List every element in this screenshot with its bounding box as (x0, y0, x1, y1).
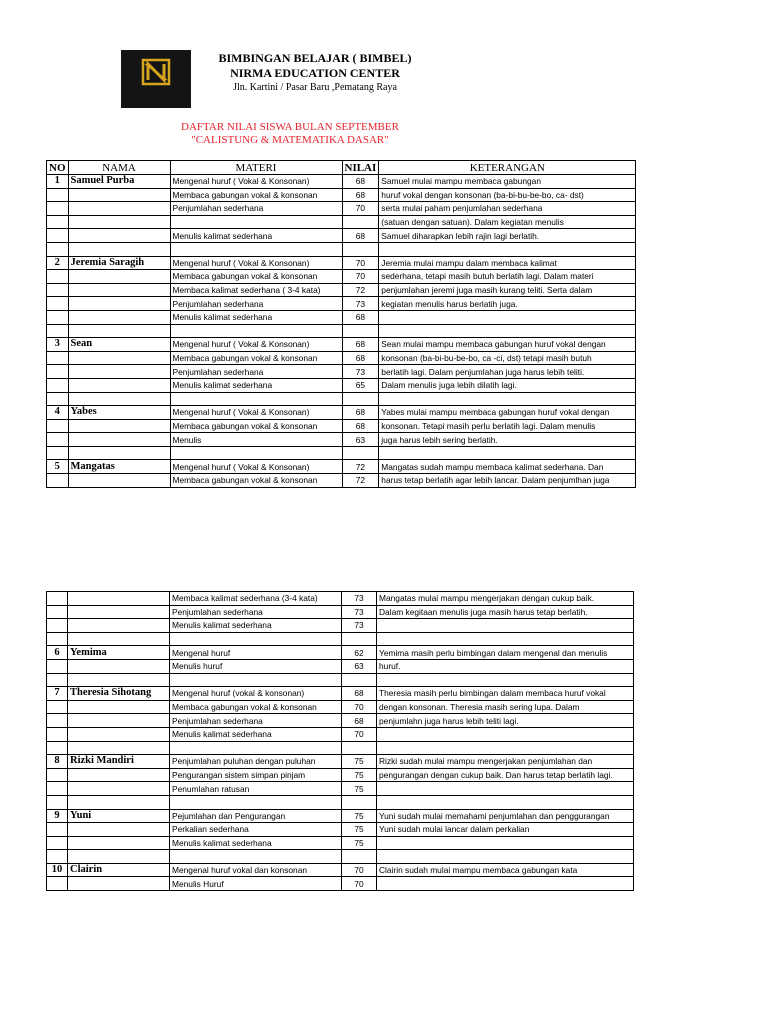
cell-no (47, 283, 69, 297)
cell-nama (68, 283, 170, 297)
cell-nama (68, 202, 170, 216)
cell-nama: Theresia Sihotang (68, 687, 170, 701)
cell-materi: Membaca kalimat sederhana ( 3-4 kata) (170, 283, 342, 297)
cell-no (47, 659, 68, 673)
cell-nilai (342, 632, 377, 646)
table-row (47, 782, 634, 796)
cell-materi: Membaca gabungan vokal & konsonan (170, 419, 342, 433)
cell-nilai: 70 (342, 877, 377, 891)
cell-nilai: 75 (342, 782, 377, 796)
table-row (47, 700, 634, 714)
cell-no (47, 877, 68, 891)
cell-materi: Mengenal huruf ( Vokal & Konsonan) (170, 406, 342, 420)
cell-materi (170, 242, 342, 256)
cell-no (47, 714, 68, 728)
cell-no (47, 619, 68, 633)
cell-nilai: 68 (342, 175, 379, 189)
col-header-nilai: NILAI (342, 161, 379, 175)
table-row (47, 324, 636, 338)
cell-nilai: 70 (342, 270, 379, 284)
cell-no (47, 202, 69, 216)
cell-materi: Penjumlahan sederhana (170, 605, 342, 619)
cell-materi (170, 324, 342, 338)
cell-no: 3 (47, 338, 69, 352)
cell-no (47, 474, 69, 488)
cell-keterangan (379, 310, 636, 324)
cell-nilai: 63 (342, 659, 377, 673)
cell-materi: Menulis kalimat sederhana (170, 378, 342, 392)
cell-materi: Membaca gabungan vokal & konsonan (170, 188, 342, 202)
table-row (47, 229, 636, 243)
cell-nilai: 70 (342, 700, 377, 714)
cell-no (47, 365, 69, 379)
cell-materi: Membaca kalimat sederhana (3-4 kata) (170, 592, 342, 606)
table-row (47, 727, 634, 741)
cell-materi: Mengenal huruf ( Vokal & Konsonan) (170, 256, 342, 270)
cell-no: 7 (47, 687, 68, 701)
cell-materi: Membaca gabungan vokal & konsonan (170, 351, 342, 365)
cell-nama (68, 270, 170, 284)
cell-no (47, 242, 69, 256)
cell-nama (68, 474, 170, 488)
cell-no (47, 741, 68, 755)
cell-nama (68, 605, 170, 619)
header-line-1: BIMBINGAN BELAJAR ( BIMBEL) (218, 51, 412, 65)
cell-materi: Penjumlahan sederhana (170, 297, 342, 311)
grades-table-page-2 (46, 591, 634, 891)
nirma-logo-icon (121, 50, 191, 108)
cell-no (47, 727, 68, 741)
cell-keterangan: Mangatas sudah mampu membaca kalimat sederhana. Dan (379, 460, 636, 474)
cell-nama: Yabes (68, 406, 170, 420)
cell-materi: Membaca gabungan vokal & konsonan (170, 474, 342, 488)
table-row (47, 741, 634, 755)
cell-keterangan (377, 727, 634, 741)
cell-materi: Pejumlahan dan Pengurangan (170, 809, 342, 823)
cell-nama (68, 727, 170, 741)
cell-keterangan: Yuni sudah mulai memahami penjumlahan dan penggurangan (377, 809, 634, 823)
cell-nama (68, 877, 170, 891)
cell-materi: Penjumlahan sederhana (170, 365, 342, 379)
cell-nama (68, 795, 170, 809)
cell-nama (68, 592, 170, 606)
cell-nilai: 70 (342, 202, 379, 216)
cell-nama (68, 242, 170, 256)
cell-nilai (342, 741, 377, 755)
cell-no: 5 (47, 460, 69, 474)
cell-materi: Menulis huruf (170, 659, 342, 673)
cell-no (47, 782, 68, 796)
cell-no (47, 215, 69, 229)
cell-no (47, 433, 69, 447)
cell-nilai: 73 (342, 365, 379, 379)
cell-no (47, 795, 68, 809)
header-line-2: NIRMA EDUCATION CENTER (230, 66, 400, 80)
cell-no (47, 605, 68, 619)
cell-nama (68, 823, 170, 837)
table-row (47, 242, 636, 256)
cell-nilai: 65 (342, 378, 379, 392)
table-row (47, 836, 634, 850)
cell-nama (68, 365, 170, 379)
cell-keterangan (377, 877, 634, 891)
cell-materi: Penjumlahan sederhana (170, 714, 342, 728)
cell-no (47, 310, 69, 324)
cell-nilai: 63 (342, 433, 379, 447)
cell-nama (68, 632, 170, 646)
cell-nama (68, 446, 170, 460)
cell-no (47, 823, 68, 837)
cell-no: 1 (47, 175, 69, 189)
table-row (47, 863, 634, 877)
cell-nama (68, 310, 170, 324)
cell-materi: Membaca gabungan vokal & konsonan (170, 700, 342, 714)
cell-materi (170, 632, 342, 646)
cell-no (47, 229, 69, 243)
table-row (47, 310, 636, 324)
cell-nilai (342, 324, 379, 338)
cell-materi (170, 446, 342, 460)
cell-no (47, 270, 69, 284)
cell-nama (68, 700, 170, 714)
cell-nama (68, 741, 170, 755)
cell-keterangan: juga harus lebih sering berlatih. (379, 433, 636, 447)
table-row (47, 283, 636, 297)
table-header-row (47, 161, 636, 175)
table-row (47, 877, 634, 891)
col-header-keterangan: KETERANGAN (379, 161, 636, 175)
cell-keterangan: huruf. (377, 659, 634, 673)
cell-nilai: 70 (342, 727, 377, 741)
table-row (47, 365, 636, 379)
cell-keterangan: sederhana, tetapi masih butuh berlatih lagi. Dalam materi (379, 270, 636, 284)
col-header-no: NO (47, 161, 69, 175)
cell-nilai: 68 (342, 351, 379, 365)
table-row (47, 351, 636, 365)
cell-materi (170, 392, 342, 406)
table-row (47, 823, 634, 837)
cell-nilai: 62 (342, 646, 377, 660)
cell-keterangan: Dalam menulis juga lebih dilatih lagi. (379, 378, 636, 392)
cell-nilai: 75 (342, 823, 377, 837)
cell-nama (68, 324, 170, 338)
cell-nama (68, 782, 170, 796)
cell-materi: Mengenal huruf ( Vokal & Konsonan) (170, 175, 342, 189)
table-row (47, 188, 636, 202)
cell-nilai (342, 795, 377, 809)
cell-materi: Mengenal huruf ( Vokal & Konsonan) (170, 338, 342, 352)
table-row (47, 795, 634, 809)
cell-no: 10 (47, 863, 68, 877)
cell-no (47, 632, 68, 646)
cell-nilai: 75 (342, 836, 377, 850)
cell-nilai: 73 (342, 592, 377, 606)
cell-keterangan (377, 632, 634, 646)
cell-no (47, 378, 69, 392)
table-row (47, 378, 636, 392)
table-row (47, 755, 634, 769)
cell-keterangan (377, 741, 634, 755)
cell-no (47, 351, 69, 365)
cell-no (47, 324, 69, 338)
cell-nama (68, 392, 170, 406)
cell-nilai: 70 (342, 863, 377, 877)
cell-no (47, 446, 69, 460)
cell-no (47, 673, 68, 687)
cell-keterangan: pengurangan dengan cukup baik. Dan harus tetap berlatih lagi. (377, 768, 634, 782)
cell-nilai (342, 242, 379, 256)
cell-keterangan: Jeremia mulai mampu dalam membaca kalimat (379, 256, 636, 270)
cell-nilai: 73 (342, 619, 377, 633)
cell-nilai (342, 850, 377, 864)
table-row (47, 406, 636, 420)
cell-keterangan: Samuel diharapkan lebih rajin lagi berlatih. (379, 229, 636, 243)
table-row (47, 433, 636, 447)
table-row (47, 256, 636, 270)
cell-keterangan: Yuni sudah mulai lancar dalam perkalian (377, 823, 634, 837)
cell-nama (68, 714, 170, 728)
cell-keterangan: Dalam kegitaan menulis juga masih harus tetap berlatih. (377, 605, 634, 619)
cell-keterangan: (satuan dengan satuan). Dalam kegiatan menulis (379, 215, 636, 229)
cell-materi: Membaca gabungan vokal & konsonan (170, 270, 342, 284)
cell-materi: Menulis Huruf (170, 877, 342, 891)
table-row (47, 392, 636, 406)
table-row (47, 673, 634, 687)
table-row (47, 850, 634, 864)
cell-keterangan: dengan konsonan. Theresia masih sering lupa. Dalam (377, 700, 634, 714)
grades-table-page-1 (46, 160, 636, 488)
cell-nilai: 75 (342, 809, 377, 823)
cell-nama (68, 850, 170, 864)
cell-no (47, 700, 68, 714)
cell-keterangan: berlatih lagi. Dalam penjumlahan juga harus lebih teliti. (379, 365, 636, 379)
cell-no (47, 836, 68, 850)
cell-materi: Penjumlahan sederhana (170, 202, 342, 216)
cell-keterangan (379, 392, 636, 406)
cell-no: 4 (47, 406, 69, 420)
cell-keterangan (377, 673, 634, 687)
cell-nama (68, 229, 170, 243)
cell-materi: Menulis kalimat sederhana (170, 727, 342, 741)
cell-keterangan: Yabes mulai mampu membaca gabungan huruf vokal dengan (379, 406, 636, 420)
col-header-materi: MATERI (170, 161, 342, 175)
cell-keterangan: Yemima masih perlu bimbingan dalam mengenal dan menulis (377, 646, 634, 660)
cell-nama: Rizki Mandiri (68, 755, 170, 769)
cell-keterangan (377, 795, 634, 809)
cell-materi: Mengenal huruf (vokal & konsonan) (170, 687, 342, 701)
table-row (47, 215, 636, 229)
cell-no (47, 850, 68, 864)
cell-materi: Menulis kalimat sederhana (170, 310, 342, 324)
cell-nilai: 73 (342, 605, 377, 619)
cell-keterangan: konsonan. Tetapi masih perlu berlatih lagi. Dalam menulis (379, 419, 636, 433)
cell-no (47, 392, 69, 406)
cell-materi: Menulis kalimat sederhana (170, 619, 342, 633)
cell-materi: Menulis (170, 433, 342, 447)
cell-nama: Jeremia Saragih (68, 256, 170, 270)
cell-nama (68, 378, 170, 392)
cell-nama (68, 351, 170, 365)
cell-no (47, 419, 69, 433)
cell-nama (68, 619, 170, 633)
cell-materi: Menulis kalimat sederhana (170, 836, 342, 850)
report-title: DAFTAR NILAI SISWA BULAN SEPTEMBER (181, 121, 399, 133)
cell-nilai: 73 (342, 297, 379, 311)
cell-keterangan: penjumlahan jeremi juga masih kurang teliti. Serta dalam (379, 283, 636, 297)
table-row (47, 768, 634, 782)
cell-nilai: 72 (342, 474, 379, 488)
cell-nilai: 68 (342, 419, 379, 433)
cell-nama: Yuni (68, 809, 170, 823)
cell-nilai: 68 (342, 687, 377, 701)
report-subtitle: "CALISTUNG & MATEMATIKA DASAR" (191, 134, 389, 146)
table-row (47, 446, 636, 460)
cell-materi: Mengenal huruf ( Vokal & Konsonan) (170, 460, 342, 474)
cell-nama (68, 188, 170, 202)
cell-materi: Pengurangan sistem simpan pinjam (170, 768, 342, 782)
cell-nama (68, 673, 170, 687)
table-row (47, 714, 634, 728)
cell-no (47, 592, 68, 606)
cell-keterangan (377, 619, 634, 633)
cell-no (47, 297, 69, 311)
cell-keterangan: konsonan (ba-bi-bu-be-bo, ca -ci, dst) tetapi masih butuh (379, 351, 636, 365)
table-row (47, 297, 636, 311)
nirma-logo (121, 50, 191, 108)
cell-materi: Perkalian sederhana (170, 823, 342, 837)
cell-nama (68, 768, 170, 782)
cell-nama (68, 419, 170, 433)
cell-nama (68, 297, 170, 311)
cell-keterangan: Sean mulai mampu membaca gabungan huruf vokal dengan (379, 338, 636, 352)
cell-nilai: 72 (342, 460, 379, 474)
cell-nama (68, 433, 170, 447)
cell-nilai: 75 (342, 755, 377, 769)
table-row (47, 632, 634, 646)
cell-no: 8 (47, 755, 68, 769)
cell-nilai: 68 (342, 406, 379, 420)
table-row (47, 619, 634, 633)
cell-materi: Mengenal huruf vokal dan konsonan (170, 863, 342, 877)
cell-no: 9 (47, 809, 68, 823)
cell-keterangan (377, 850, 634, 864)
cell-nama: Yemima (68, 646, 170, 660)
cell-nama (68, 836, 170, 850)
cell-keterangan: harus tetap berlatih agar lebih lancar. Dalam penjumlhan juga (379, 474, 636, 488)
cell-keterangan: huruf vokal dengan konsonan (ba-bi-bu-be-bo, ca- dst) (379, 188, 636, 202)
cell-nilai: 68 (342, 714, 377, 728)
table-row (47, 646, 634, 660)
cell-materi: Penumlahan ratusan (170, 782, 342, 796)
table-row (47, 687, 634, 701)
table-row (47, 460, 636, 474)
cell-nilai (342, 673, 377, 687)
cell-nilai: 68 (342, 310, 379, 324)
cell-no: 2 (47, 256, 69, 270)
cell-materi (170, 795, 342, 809)
cell-nilai: 75 (342, 768, 377, 782)
cell-nilai: 68 (342, 188, 379, 202)
cell-materi (170, 673, 342, 687)
cell-keterangan (379, 242, 636, 256)
header-address: Jln. Kartini / Pasar Baru ,Pematang Raya (233, 82, 397, 93)
table-row (47, 270, 636, 284)
cell-keterangan: Clairin sudah mulai mampu membaca gabungan kata (377, 863, 634, 877)
cell-keterangan: Theresia masih perlu bimbingan dalam membaca huruf vokal (377, 687, 634, 701)
cell-nilai: 72 (342, 283, 379, 297)
cell-nilai (342, 446, 379, 460)
cell-keterangan: Mangatas mulai mampu mengerjakan dengan cukup baik. (377, 592, 634, 606)
cell-materi (170, 850, 342, 864)
cell-no: 6 (47, 646, 68, 660)
cell-nama (68, 215, 170, 229)
cell-keterangan (379, 446, 636, 460)
cell-keterangan: serta mulai paham penjumlahan sederhana (379, 202, 636, 216)
table-row (47, 202, 636, 216)
table-row (47, 659, 634, 673)
cell-no (47, 188, 69, 202)
cell-nilai (342, 215, 379, 229)
cell-materi: Mengenal huruf (170, 646, 342, 660)
cell-nilai: 70 (342, 256, 379, 270)
cell-nilai: 68 (342, 229, 379, 243)
table-row (47, 605, 634, 619)
cell-no (47, 768, 68, 782)
cell-keterangan (377, 782, 634, 796)
cell-nilai: 68 (342, 338, 379, 352)
cell-keterangan: penjumlahn juga harus lebih teliti lagi. (377, 714, 634, 728)
col-header-nama: NAMA (68, 161, 170, 175)
cell-materi: Menulis kalimat sederhana (170, 229, 342, 243)
table-row (47, 809, 634, 823)
cell-nama: Clairin (68, 863, 170, 877)
cell-nama (68, 659, 170, 673)
table-row (47, 419, 636, 433)
table-row (47, 338, 636, 352)
cell-keterangan (379, 324, 636, 338)
cell-nilai (342, 392, 379, 406)
cell-materi: Penjumlahan puluhan dengan puluhan (170, 755, 342, 769)
cell-keterangan: kegiatan menulis harus berlatih juga. (379, 297, 636, 311)
cell-keterangan: Samuel mulai mampu membaca gabungan (379, 175, 636, 189)
table-row (47, 474, 636, 488)
cell-nama: Sean (68, 338, 170, 352)
cell-keterangan: Rizki sudah mulai mampu mengerjakan penjumlahan dan (377, 755, 634, 769)
cell-nama: Mangatas (68, 460, 170, 474)
cell-materi (170, 741, 342, 755)
table-row (47, 175, 636, 189)
cell-keterangan (377, 836, 634, 850)
cell-nama: Samuel Purba (68, 175, 170, 189)
table-row (47, 592, 634, 606)
cell-materi (170, 215, 342, 229)
